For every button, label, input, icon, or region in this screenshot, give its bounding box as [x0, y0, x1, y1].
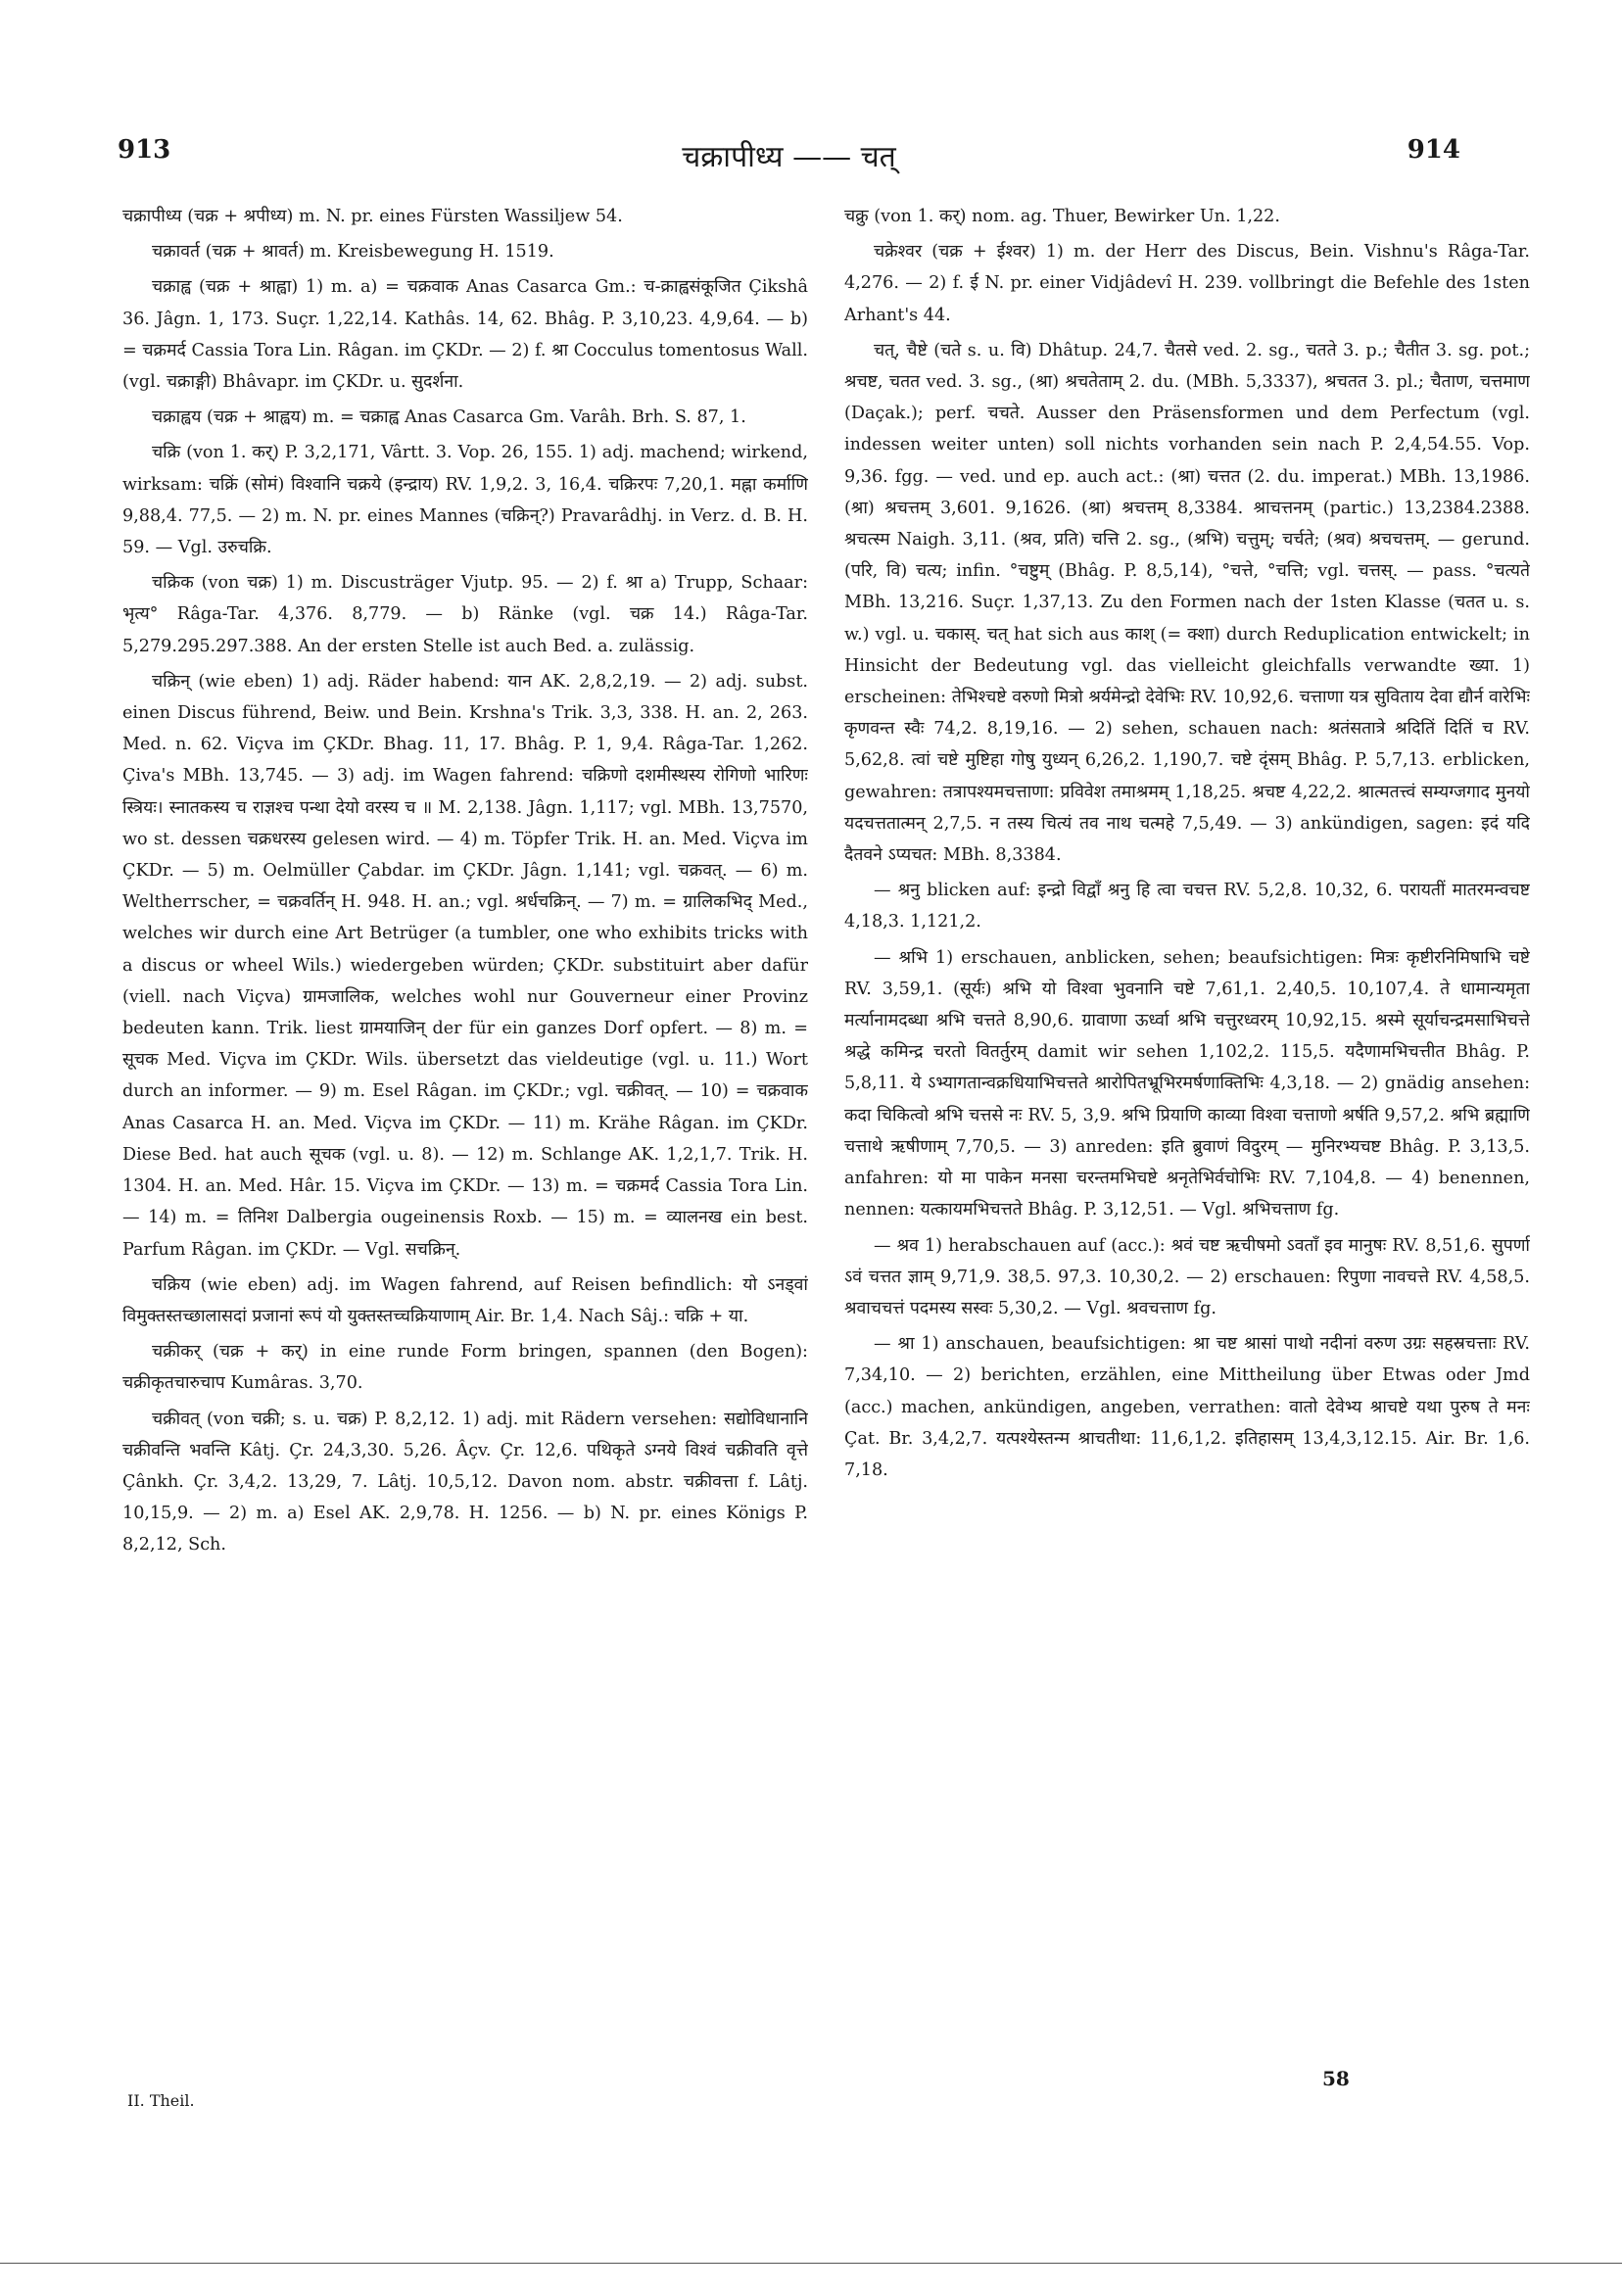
entry-paragraph: चक्राह्वय (चक्र + श्राह्वय) m. = चक्राह्व Anas Casarca Gm. Varâh. Brh. S. 87, 1.: [152, 407, 746, 428]
signature-mark: 58: [1322, 2067, 1350, 2090]
bottom-rule: [0, 2263, 1622, 2264]
entry-paragraph: चक्रु (von 1. कर्) nom. ag. Thuer, Bewirker Un. 1,22.: [844, 207, 1280, 226]
entry-paragraph: चक्रिक (von चक्र) 1) m. Discusträger Vjutp. 95. — 2) f. श्रा a) Trupp, Schaar: भृत्य° Râga-Tar. 4,376. 8,779. — b) Ränke (vgl. चक्र 14.) Râga-Tar. 5,279.295.297.388. An der ersten Stelle ist auch Bed. a. zulässig.: [122, 573, 808, 656]
page-header: [118, 135, 1460, 174]
entry-paragraph: चक्रावर्त (चक्र + श्रावर्त) m. Kreisbewegung H. 1519.: [152, 242, 554, 263]
entry-paragraph: चक्रिय (wie eben) adj. im Wagen fahrend, auf Reisen befindlich: यो ऽनड्वां विमुक्तस्तच्छालासदां प्रजानां रूपं यो युक्तस्तच्चक्रियाणाम् Air. Br. 1,4. Nach Sâj.: चक्रि + या.: [122, 1274, 808, 1326]
entry-paragraph: चक्राह्व (चक्र + श्राह्वा) 1) m. a) = चक्रवाक Anas Casarca Gm.: च-क्राह्वसंकूजित Çikshâ 36. Jâgn. 1, 173. Suçr. 1,22,14. Kathâs. 14, 62. Bhâg. P. 3,10,23. 4,9,64. — b) = चक्रमर्द Cassia Tora Lin. Râgan. im ÇKDr. — 2) f. श्रा Cocculus tomentosus Wall. (vgl. चक्राङ्गी) Bhâvapr. im ÇKDr. u. सुदर्शना.: [122, 277, 808, 393]
entry-paragraph: — श्रा 1) anschauen, beaufsichtigen: श्रा चष्ट श्रासां पाथो नदीनां वरुण उग्रः सहस्रचत्ताः RV. 7,34,10. — 2) berichten, erzählen, eine Mittheilung über Etwas oder Jmd (acc.) machen, ankündigen, angeben, verrathen: वातो देवेभ्य श्राचष्टे यथा पुरुष ते मनः Çat. Br. 3,4,2,7. यत्पश्येस्तन्म श्राचतीथा: 11,6,1,2. इतिहासम् 13,4,3,12.15. Air. Br. 1,6. 7,18.: [844, 1334, 1530, 1480]
entry-paragraph: — श्रव 1) herabschauen auf (acc.): श्रवं चष्ट ऋचीषमो ऽवताँ इव मानुषः RV. 8,51,6. सुपर्णा ऽवं चत्तत ज्ञाम् 9,71,9. 38,5. 97,3. 10,30,2. — 2) erschauen: रिपुणा नावचत्ते RV. 4,58,5. श्रवाचचत्तं पदमस्य सस्वः 5,30,2. — Vgl. श्रवचत्ताण fg.: [844, 1235, 1530, 1318]
entry-paragraph: चक्रिन् (wie eben) 1) adj. Räder habend: यान AK. 2,8,2,19. — 2) adj. subst. einen Discus führend, Beiw. und Bein. Krshna's Trik. 3,3, 338. H. an. 2, 263. Med. n. 62. Viçva im ÇKDr. Bhag. 11, 17. Bhâg. P. 1, 9,4. Râga-Tar. 1,262. Çiva's MBh. 13,745. — 3) adj. im Wagen fahrend: चक्रिणो दशमीस्थस्य रोगिणो भारिणः स्त्रियः। स्नातकस्य च राज्ञश्च पन्था देयो वरस्य च ॥ M. 2,138. Jâgn. 1,117; vgl. MBh. 13,7570, wo st. dessen चक्रधरस्य gelesen wird. — 4) m. Töpfer Trik. H. an. Med. Viçva im ÇKDr. — 5) m. Oelmüller Çabdar. im ÇKDr. Jâgn. 1,141; vgl. चक्रवत्. — 6) m. Weltherrscher, = चक्रवर्तिन् H. 948. H. an.; vgl. श्रर्धचक्रिन्. — 7) m. = ग्रालिकभिद् Med., welches wir durch eine Art Betrüger (a tumbler, one who exhibits tricks with a discus or wheel Wils.) wiedergeben würden; ÇKDr. substituirt aber dafür (viell. nach Viçva) ग्रामजालिक, welches wohl nur Gouverneur einer Provinz bedeuten kann. Trik. liest ग्रामयाजिन् der für ein ganzes Dorf opfert. — 8) m. = सूचक Med. Viçva im ÇKDr. Wils. übersetzt das vieldeutige (vgl. u. 11.) Wort durch an informer. — 9) m. Esel Râgan. im ÇKDr.; vgl. चक्रीवत्. — 10) = चक्रवाक Anas Casarca H. an. Med. Viçva im ÇKDr. — 11) m. Krähe Râgan. im ÇKDr. Diese Bed. hat auch सूचक (vgl. u. 8). — 12) m. Schlange AK. 1,2,1,7. Trik. H. 1304. H. an. Med. Hâr. 15. Viçva im ÇKDr. — 13) m. = चक्रमर्द Cassia Tora Lin. — 14) m. = तिनिश Dalbergia ougeinensis Roxb. — 15) m. = व्यालनख ein best. Parfum Râgan. im ÇKDr. — Vgl. सचक्रिन्.: [122, 671, 808, 1260]
volume-label: II. Theil.: [127, 2091, 195, 2110]
entry-paragraph: — श्रभि 1) erschauen, anblicken, sehen; beaufsichtigen: मित्रः कृष्टीरनिमिषाभि चष्टे RV. 3,59,1. (सूर्यः) श्रभि यो विश्वा भुवनानि चष्टे 7,61,1. 2,40,5. 10,107,4. ते धामान्यमृता मर्त्यानामदब्धा श्रभि चत्तते 8,90,6. ग्रावाणा ऊर्ध्वा श्रभि चत्तुरध्वरम् 10,92,15. श्रस्मे सूर्याचन्द्रमसाभिचत्ते श्रद्धे कमिन्द्र चरतो वितर्तुरम् damit wir sehen 1,102,2. 115,5. यदैणामभिचत्तीत Bhâg. P. 5,8,11. ये ऽभ्यागतान्वक्रधियाभिचत्तते श्रारोपितभ्रूभिरमर्षणाक्तिभिः 4,3,18. — 2) gnädig ansehen: कदा चिकित्वो श्रभि चत्तसे नः RV. 5, 3,9. श्रभि प्रियाणि काव्या विश्वा चत्ताणो श्रर्षति 9,57,2. श्रभि ब्रह्माणि चत्ताथे ऋषीणाम् 7,70,5. — 3) anreden: इति ब्रुवाणं विदुरम् — मुनिरभ्यचष्ट Bhâg. P. 3,13,5. anfahren: यो मा पाकेन मनसा चरन्तमभिचष्टे श्रनृतेभिर्वचोभिः RV. 7,104,8. — 4) benennen, nennen: यत्कायमभिचत्तते Bhâg. P. 3,12,51. — Vgl. श्रभिचत्ताण fg.: [844, 947, 1530, 1220]
left-column: [122, 201, 808, 2067]
left-page-number: 913: [118, 135, 171, 165]
entry-paragraph: चत्, चैष्टे (चते s. u. वि) Dhâtup. 24,7. चैतसे ved. 2. sg., चतते 3. p.; चैतीत 3. sg. pot.; श्रचष्ट, चतत ved. 3. sg., (श्रा) श्रचतेताम् 2. du. (MBh. 5,3337), श्रचतत 3. pl.; चैताण, चत्तमाण (Daçak.); perf. चचते. Ausser den Präsensformen und dem Perfectum (vgl. indessen weiter unten) soll nichts vorhanden sein nach P. 2,4,54.55. Vop. 9,36. fgg. — ved. und ep. auch act.: (श्रा) चत्तत (2. du. imperat.) MBh. 13,1986. (श्रा) श्रचत्तम् 3,601. 9,1626. (श्रा) श्रचत्तम् 8,3384. श्राचत्तनम् (partic.) 13,2384.2388. श्रचत्स्म Naigh. 3,11. (श्रव, प्रति) चत्ति 2. sg., (श्रभि) चत्तुम्; चर्चते; (श्रव) श्रचचत्तम्. — gerund. (परि, वि) चत्य; infin. °चष्टुम् (Bhâg. P. 8,5,14), °चत्ते, °चत्ति; vgl. चत्तस्. — pass. °चत्यते MBh. 13,216. Suçr. 1,37,13. Zu den Formen nach der 1sten Klasse (चतत u. s. w.) vgl. u. चकास्. चत् hat sich aus काश् (= क्शा) durch Reduplication entwickelt; in Hinsicht der Bedeutung vgl. das vielleicht gleichfalls verwandte ख्या. 1) erscheinen: तेभिश्चष्टे वरुणो मित्रो श्रर्यमेन्द्रो देवेभिः RV. 10,92,6. चत्ताणा यत्र सुविताय देवा द्यौर्न वारेभिः कृणवन्त स्वैः 74,2. 8,19,16. — 2) sehen, schauen nach: श्रतंसतात्रे श्रदितिं दितिं च RV. 5,62,8. त्वां चष्टे मुष्टिहा गोषु युध्यन् 6,26,2. 1,190,7. चष्टे दृंसम् Bhâg. P. 5,7,13. erblicken, gewahren: तत्रापश्यमचत्ताणा: प्रविवेश तमाश्रमम् 1,18,25. श्रचष्ट 4,22,2. श्रात्मतत्त्वं सम्यग्जगाद मुनयो यदचत्ततात्मन् 2,7,5. न तस्य चित्यं तव नाथ चत्महे 7,5,49. — 3) ankündigen, sagen: इदं यदि दैतवने ऽप्यचत: MBh. 8,3384.: [844, 340, 1530, 866]
running-title: चक्रापीध्य —— चत्: [682, 140, 896, 174]
entry-paragraph: चक्रीकर् (चक्र + कर्) in eine runde Form bringen, spannen (den Bogen): चक्रीकृतचारुचाप Kumâras. 3,70.: [122, 1342, 808, 1394]
entry-paragraph: चक्रीवत् (von चक्री; s. u. चक्र) P. 8,2,12. 1) adj. mit Rädern versehen: सद्योविधानानि चक्रीवन्ति भवन्ति Kâtj. Çr. 24,3,30. 5,26. Âçv. Çr. 12,6. पथिकृते ऽग्नये विश्वं चक्रीवति वृत्ते Çânkh. Çr. 3,4,2. 13,29, 7. Lâtj. 10,5,12. Davon nom. abstr. चक्रीवत्ता f. Lâtj. 10,15,9. — 2) m. a) Esel AK. 2,9,78. H. 1256. — b) N. pr. eines Königs P. 8,2,12, Sch.: [122, 1409, 808, 1555]
entry-paragraph: — श्रनु blicken auf: इन्द्रो विद्वाँ श्रनु हि त्वा चचत्त RV. 5,2,8. 10,32, 6. परायतीं मातरमन्वचष्ट 4,18,3. 1,121,2.: [844, 881, 1530, 933]
entry-paragraph: चक्रेश्वर (चक्र + ईश्वर) 1) m. der Herr des Discus, Bein. Vishnu's Râga-Tar. 4,276. — 2) f. ई N. pr. einer Vidjâdevî H. 239. vollbringt die Befehle des 1sten Arhant's 44.: [844, 242, 1530, 325]
entry-paragraph: चक्रि (von 1. कर्) P. 3,2,171, Vârtt. 3. Vop. 26, 155. 1) adj. machend; wirkend, wirksam: चक्रिं (सोमं) विश्वानि चक्रये (इन्द्राय) RV. 1,9,2. 3, 16,4. चक्रिरपः 7,20,1. मह्ना कर्माणि 9,88,4. 77,5. — 2) m. N. pr. eines Mannes (चक्रिन्?) Pravarâdhj. in Verz. d. B. H. 59. — Vgl. उरुचक्रि.: [122, 443, 808, 558]
right-column: [844, 201, 1530, 2067]
right-page-number: 914: [1407, 135, 1460, 165]
entry-paragraph: चक्रापीध्य (चक्र + श्रपीध्य) m. N. pr. eines Fürsten Wassiljew 54.: [122, 207, 623, 226]
